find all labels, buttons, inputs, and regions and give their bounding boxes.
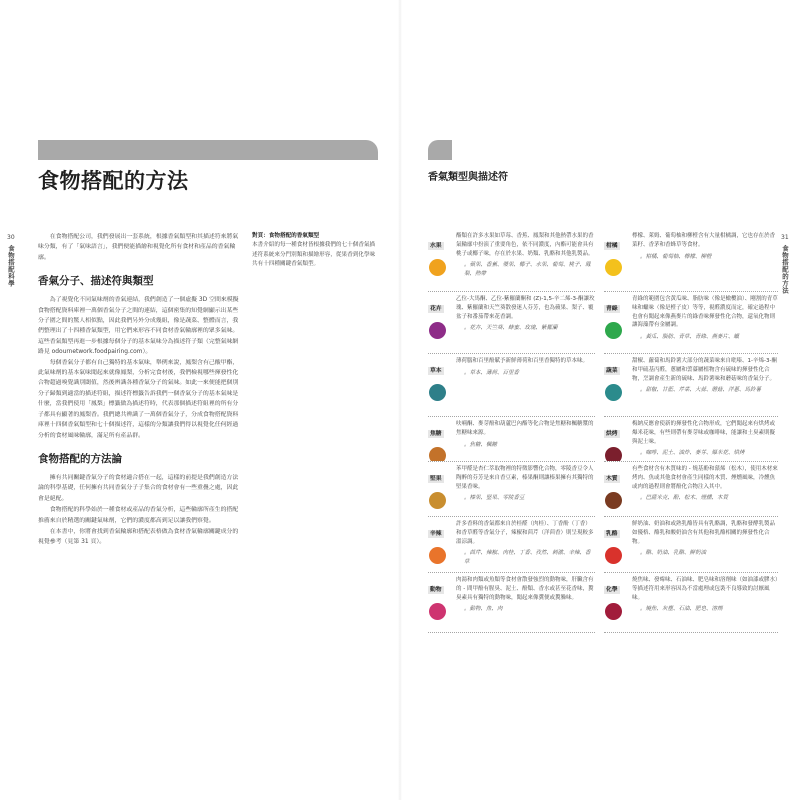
aroma-label-cell bbox=[604, 232, 632, 291]
aroma-text-cell bbox=[632, 465, 778, 516]
intro-paragraph: 在食物搭配公司，我們發展出一套系統，根據香氣類型和其描述符來將氣味分類，有了「氣味語言」，我們便能描繪和視覺化所有食材和產品的香氣輪廓。 bbox=[38, 234, 239, 261]
aroma-label-cell bbox=[604, 520, 632, 572]
aroma-type-entry bbox=[604, 292, 778, 354]
aroma-text-cell bbox=[456, 232, 595, 291]
aroma-description: 青綠的範圍包含黃瓜味、脂肪味（像是橄欖油）、剛割的青草味和蠟味（像是橙子皮）等等，視醛濃度而定，確定過程中也會有聞起來像燕麥片的綠香味揮發性化合物，還氧化物則讓海藻帶有金屬調。 bbox=[632, 296, 778, 329]
aroma-type-label: 花卉 bbox=[430, 306, 442, 312]
aroma-text-cell bbox=[632, 420, 778, 461]
aroma-type-label: 堅果 bbox=[430, 476, 442, 482]
aroma-label-cell bbox=[428, 520, 456, 572]
aroma-description: 有些食材含有木質味的 - 燒基酚和蒎烯（松木），使用木材來烤肉、魚或其他食材會產生同樣的木質、煙燻風味，冷燻魚或肉的過程則會將酚化合物注入其中。 bbox=[632, 466, 778, 490]
aroma-label-cell bbox=[604, 420, 632, 461]
aroma-label-cell bbox=[428, 465, 456, 516]
aroma-label-cell bbox=[604, 576, 632, 632]
aroma-type-entry bbox=[604, 462, 778, 517]
caption-text: 本書介紹的每一種食材皆根據我們的七十個香氣描述符系統來分門別類和描繪形容，從果香到化學味共有十四種關鍵香氣類型。 bbox=[252, 242, 376, 268]
aroma-descriptors: 。動物、魚、肉 bbox=[464, 606, 503, 613]
aroma-type-entry bbox=[428, 573, 595, 633]
aroma-type-entry bbox=[604, 517, 778, 573]
aroma-text-cell bbox=[456, 357, 595, 416]
aroma-label-cell bbox=[428, 295, 456, 353]
aroma-type-entry bbox=[604, 229, 778, 292]
page-fold bbox=[398, 0, 402, 800]
aroma-descriptors: 。燒焦、灰塵、石油、肥皂、溶劑 bbox=[640, 606, 723, 613]
aroma-label-cell bbox=[604, 295, 632, 353]
aroma-descriptors: 。柑橘、葡萄柚、檸檬、柳橙 bbox=[640, 253, 712, 260]
aroma-text-cell bbox=[456, 576, 595, 632]
aroma-type-label: 乳酪 bbox=[606, 531, 618, 537]
body-paragraph: 擁有共同關鍵香氣分子的食材適合搭在一起，這樣的前提是我們創造方法論的科學基礎，任何擁有共同香氣分子子集合的食材會有一些重疊之處，因此會是絕配。 bbox=[38, 474, 239, 502]
aroma-descriptors: 。榛果、堅果、零陵香豆 bbox=[464, 495, 525, 502]
aroma-type-entry bbox=[604, 417, 778, 462]
aroma-label-cell bbox=[604, 357, 632, 416]
main-column bbox=[38, 232, 241, 549]
aroma-type-entry bbox=[428, 229, 595, 292]
aroma-label-cell bbox=[428, 420, 456, 461]
aroma-type-label: 柑橘 bbox=[606, 243, 618, 249]
right-header-tab bbox=[428, 140, 452, 160]
aroma-description: 呋喃酮、麥芽酚和葫蘆巴內酯等化合物是焦糖和楓糖漿的焦糖味來源。 bbox=[456, 421, 594, 436]
aroma-type-label: 水果 bbox=[430, 243, 442, 249]
aroma-descriptors: 。草本、薄荷、百里香 bbox=[464, 369, 520, 376]
aroma-text-cell bbox=[632, 520, 778, 572]
aroma-descriptors: 。黃瓜、脂肪、青草、青綠、燕麥片、蠟 bbox=[640, 334, 740, 341]
aroma-color-dot-icon bbox=[429, 322, 446, 339]
aroma-type-entry bbox=[604, 573, 778, 633]
aroma-color-dot-icon bbox=[605, 259, 622, 276]
body-paragraph: 為了視覺化不同氣味劑的香氣連結，我們創造了一個虛擬 3D 空間來模擬食物搭配資料庫裡一萬個香氣分子之間的連結，這個密集的知覺網顯示出某些分子圍之間的驚人相似點，因此我們另外分成幾組，像是蔬菜、整體而言，我們整理出了十四種香氣類型，用它們來形容不同食材香氣輪廓裡的眾多氣味。這些香氣類型再進一步根據每個分子的基本氣味分為描述符子類（完整氣味網路見 odournetwork.foodpairing.com）。 bbox=[38, 297, 239, 356]
right-page-number: 31 bbox=[781, 234, 789, 241]
aroma-description: 酯類在許多水果如草莓、香蕉、鳳梨和其他熱帶水果的香氣輪廓中扮演了重要角色，依不同濃度，內酯可能會具有桃子或椰子味，存在於水果、奶類、乳酪和其他乳製品。 bbox=[456, 233, 594, 257]
aroma-type-label: 焦糖 bbox=[430, 431, 442, 437]
aroma-description: 梅納反應會使新的揮發性化合物形成，它們聞起來有烘烤或爆米花味，有些則帶有麥芽味或咖啡味，能讓和土臭素則擬與泥土味。 bbox=[632, 421, 776, 445]
aroma-color-dot-icon bbox=[429, 259, 446, 276]
aroma-text-cell bbox=[632, 232, 778, 291]
aroma-type-label: 青綠 bbox=[606, 306, 618, 312]
aroma-type-entry bbox=[428, 354, 595, 417]
aroma-type-label: 化學 bbox=[606, 587, 618, 593]
aroma-types-heading: 香氣類型與描述符 bbox=[428, 172, 508, 183]
left-page-number: 30 bbox=[7, 234, 15, 241]
aroma-descriptors: 。咖啡、泥土、油炸、麥芽、爆米花、烘烤 bbox=[640, 450, 745, 457]
left-running-head: 食物搭配科學 bbox=[7, 245, 15, 287]
aroma-description: 燒焦味、發霉味、石油味、肥皂味和溶劑味（如油漆或膠水）等描述符用來形容因為不當處理或包裝不良導致的討厭風味。 bbox=[632, 577, 778, 601]
aroma-type-label: 木質 bbox=[606, 476, 618, 482]
aroma-color-dot-icon bbox=[605, 492, 622, 509]
aroma-type-entry bbox=[428, 462, 595, 517]
aroma-text-cell bbox=[456, 520, 595, 572]
sidebar-caption bbox=[252, 232, 378, 270]
aroma-color-dot-icon bbox=[605, 603, 622, 620]
body-paragraph: 在本書中，你將會找到香氣輪廓和搭配表格做為食材香氣輪廓關鍵成分的視覺參考（見第 31 頁）。 bbox=[38, 528, 239, 546]
aroma-color-dot-icon bbox=[429, 492, 446, 509]
aroma-descriptors: 。蘋果、香蕉、漿果、椰子、水果、葡萄、桃子、鳳梨、熱帶 bbox=[464, 262, 591, 278]
aroma-type-label: 草本 bbox=[430, 368, 442, 374]
right-running-head: 食物搭配的方法 bbox=[781, 245, 789, 294]
aroma-color-dot-icon bbox=[429, 447, 446, 462]
section-methodology bbox=[38, 453, 241, 548]
aroma-color-dot-icon bbox=[429, 547, 446, 564]
aroma-label-cell bbox=[428, 357, 456, 416]
aroma-description: 檸檬、萊姆、葡萄柚和柳橙含有大量柑橘調，它也存在於香菜籽、香茅和香蜂草等食材。 bbox=[632, 233, 776, 248]
aroma-text-cell bbox=[456, 420, 595, 461]
aroma-description: 肉湯和肉類或魚類等食材會散發強烈的動物味，肝臟含有的 - 間甲酚有腥臭、泥土、酚類、香水或甚至花香味，糞臭素具有獨特的動物味，聞起來像糞便或糞臊味。 bbox=[456, 577, 594, 601]
aroma-description: 薄荷腦和百里酚賦予新鮮薄荷和百里香獨特的草本味。 bbox=[456, 358, 589, 364]
aroma-type-entry bbox=[604, 354, 778, 417]
aroma-color-dot-icon bbox=[605, 384, 622, 401]
aroma-color-dot-icon bbox=[429, 384, 446, 401]
aroma-color-dot-icon bbox=[605, 547, 622, 564]
aroma-color-dot-icon bbox=[429, 603, 446, 620]
section-heading-aroma-molecules: 香氣分子、描述符與類型 bbox=[38, 275, 154, 288]
aroma-color-dot-icon bbox=[605, 322, 622, 339]
aroma-types-table bbox=[428, 229, 778, 633]
aroma-text-cell bbox=[632, 295, 778, 353]
aroma-description: 許多香料的香氣都來自於桂醛（肉桂）、丁香酚（丁香）和香草醛等香氣分子，辣椒和茴芹（洋茴香）則呈現較多溫涼調。 bbox=[456, 521, 594, 545]
aroma-text-cell bbox=[632, 357, 778, 416]
aroma-text-cell bbox=[456, 465, 595, 516]
body-paragraph: 每個香氣分子都有自己獨特的基本氣味，舉例來說，鳳梨含有己酸甲酯，此氣味劑的基本氣味聞起來就像鳳梨，分析完食材後，我們檢視哪些揮發性化合物超過嗅覺識別閾值，然後辨識各種香氣分子的氣味。如此一來便能把個別分子歸類到適當的描述符組，描述符標籤告訴我們一個香氣分子的基本氣味是什麼，當我們使用「鳳梨」標籤做為描述符時，代表那個描述符組裡的所有分子都具有顯著的鳳梨香。我們總共辨識了一萬個香氣分子，分成食物搭配資料庫裡十四個香氣類型和七十個描述符，這樣的分類讓我們得以視覺化任何經過分析的食材風味輪廓，滿足所有產品群。 bbox=[38, 359, 239, 439]
aroma-descriptors: 。茴芹、辣椒、肉桂、丁香、孜然、刺激、辛辣、香草 bbox=[464, 550, 591, 566]
left-header-bar bbox=[38, 140, 378, 160]
caption-title: 對頁：食物搭配的香氣類型 bbox=[252, 233, 320, 239]
aroma-type-entry bbox=[428, 517, 595, 573]
aroma-label-cell bbox=[428, 232, 456, 291]
aroma-text-cell bbox=[632, 576, 778, 632]
aroma-type-label: 蔬菜 bbox=[606, 368, 618, 374]
aroma-description: 乙位-大馬酮、乙位-紫羅蘭酮和 (Z)-1,5-辛二烯-3-酮讓玫瑰、紫羅蘭和天竺葵散發迷人芬芳，也為蘋果、梨子、覆盆子和番茄帶來花香調。 bbox=[456, 296, 595, 320]
aroma-descriptors: 。酪、奶油、乳酪、鮮奶油 bbox=[640, 550, 707, 557]
aroma-type-entry bbox=[428, 292, 595, 354]
aroma-type-label: 烘烤 bbox=[606, 431, 618, 437]
aroma-descriptors: 。花卉、天竺葵、蜂蜜、玫瑰、紫羅蘭 bbox=[464, 325, 558, 332]
aroma-text-cell bbox=[456, 295, 595, 353]
aroma-label-cell bbox=[604, 465, 632, 516]
aroma-type-entry bbox=[428, 417, 595, 462]
aroma-description: 甜椒、蘿蔔和馬鈴薯大部分的蔬菜味來自吡嗪、1-辛烯-3-酮和甲硫基丙醛，蔥屬和蕓薹屬植物含有硫味的揮發性化合物，烹調會產生新的硫味、馬鈴薯味和蘑菇味的香氣分子。 bbox=[632, 358, 777, 382]
page-title: 食物搭配的方法 bbox=[38, 169, 189, 193]
aroma-description: 苯甲醛是杏仁萃取物裡的特徵影響化合物，零陵香豆令人陶醉的芬芳是來自香豆素，榛果酮則讓榛果擁有其獨特的堅果香味。 bbox=[456, 466, 594, 490]
aroma-color-dot-icon bbox=[605, 447, 622, 462]
aroma-description: 鮮奶油、奶油和或熟乳酪皆具有乳酪調，乳酪和發酵乳製品如優格、酪乳和酸奶油含有其他和乳酪相關的揮發性化合物。 bbox=[632, 521, 776, 545]
body-paragraph: 食物搭配的科學始於一種食材或產品的香氣分析，這些輪廓所產生的搭配推薦來自於精選的關鍵氣味劑，它們的濃度都高到足以讓我們察覺。 bbox=[38, 507, 239, 524]
aroma-descriptors: 。甜椒、甘藍、芹菜、大蒜、蘑菇、洋蔥、馬鈴薯 bbox=[640, 387, 762, 394]
aroma-type-label: 辛辣 bbox=[430, 531, 442, 537]
aroma-descriptors: 。焦糖、楓糖 bbox=[464, 441, 498, 448]
aroma-label-cell bbox=[428, 576, 456, 632]
section-heading-methodology: 食物搭配的方法論 bbox=[38, 452, 122, 465]
aroma-type-label: 動物 bbox=[430, 587, 442, 593]
aroma-descriptors: 。巴薩米克、酚、松木、煙燻、木質 bbox=[640, 495, 729, 502]
